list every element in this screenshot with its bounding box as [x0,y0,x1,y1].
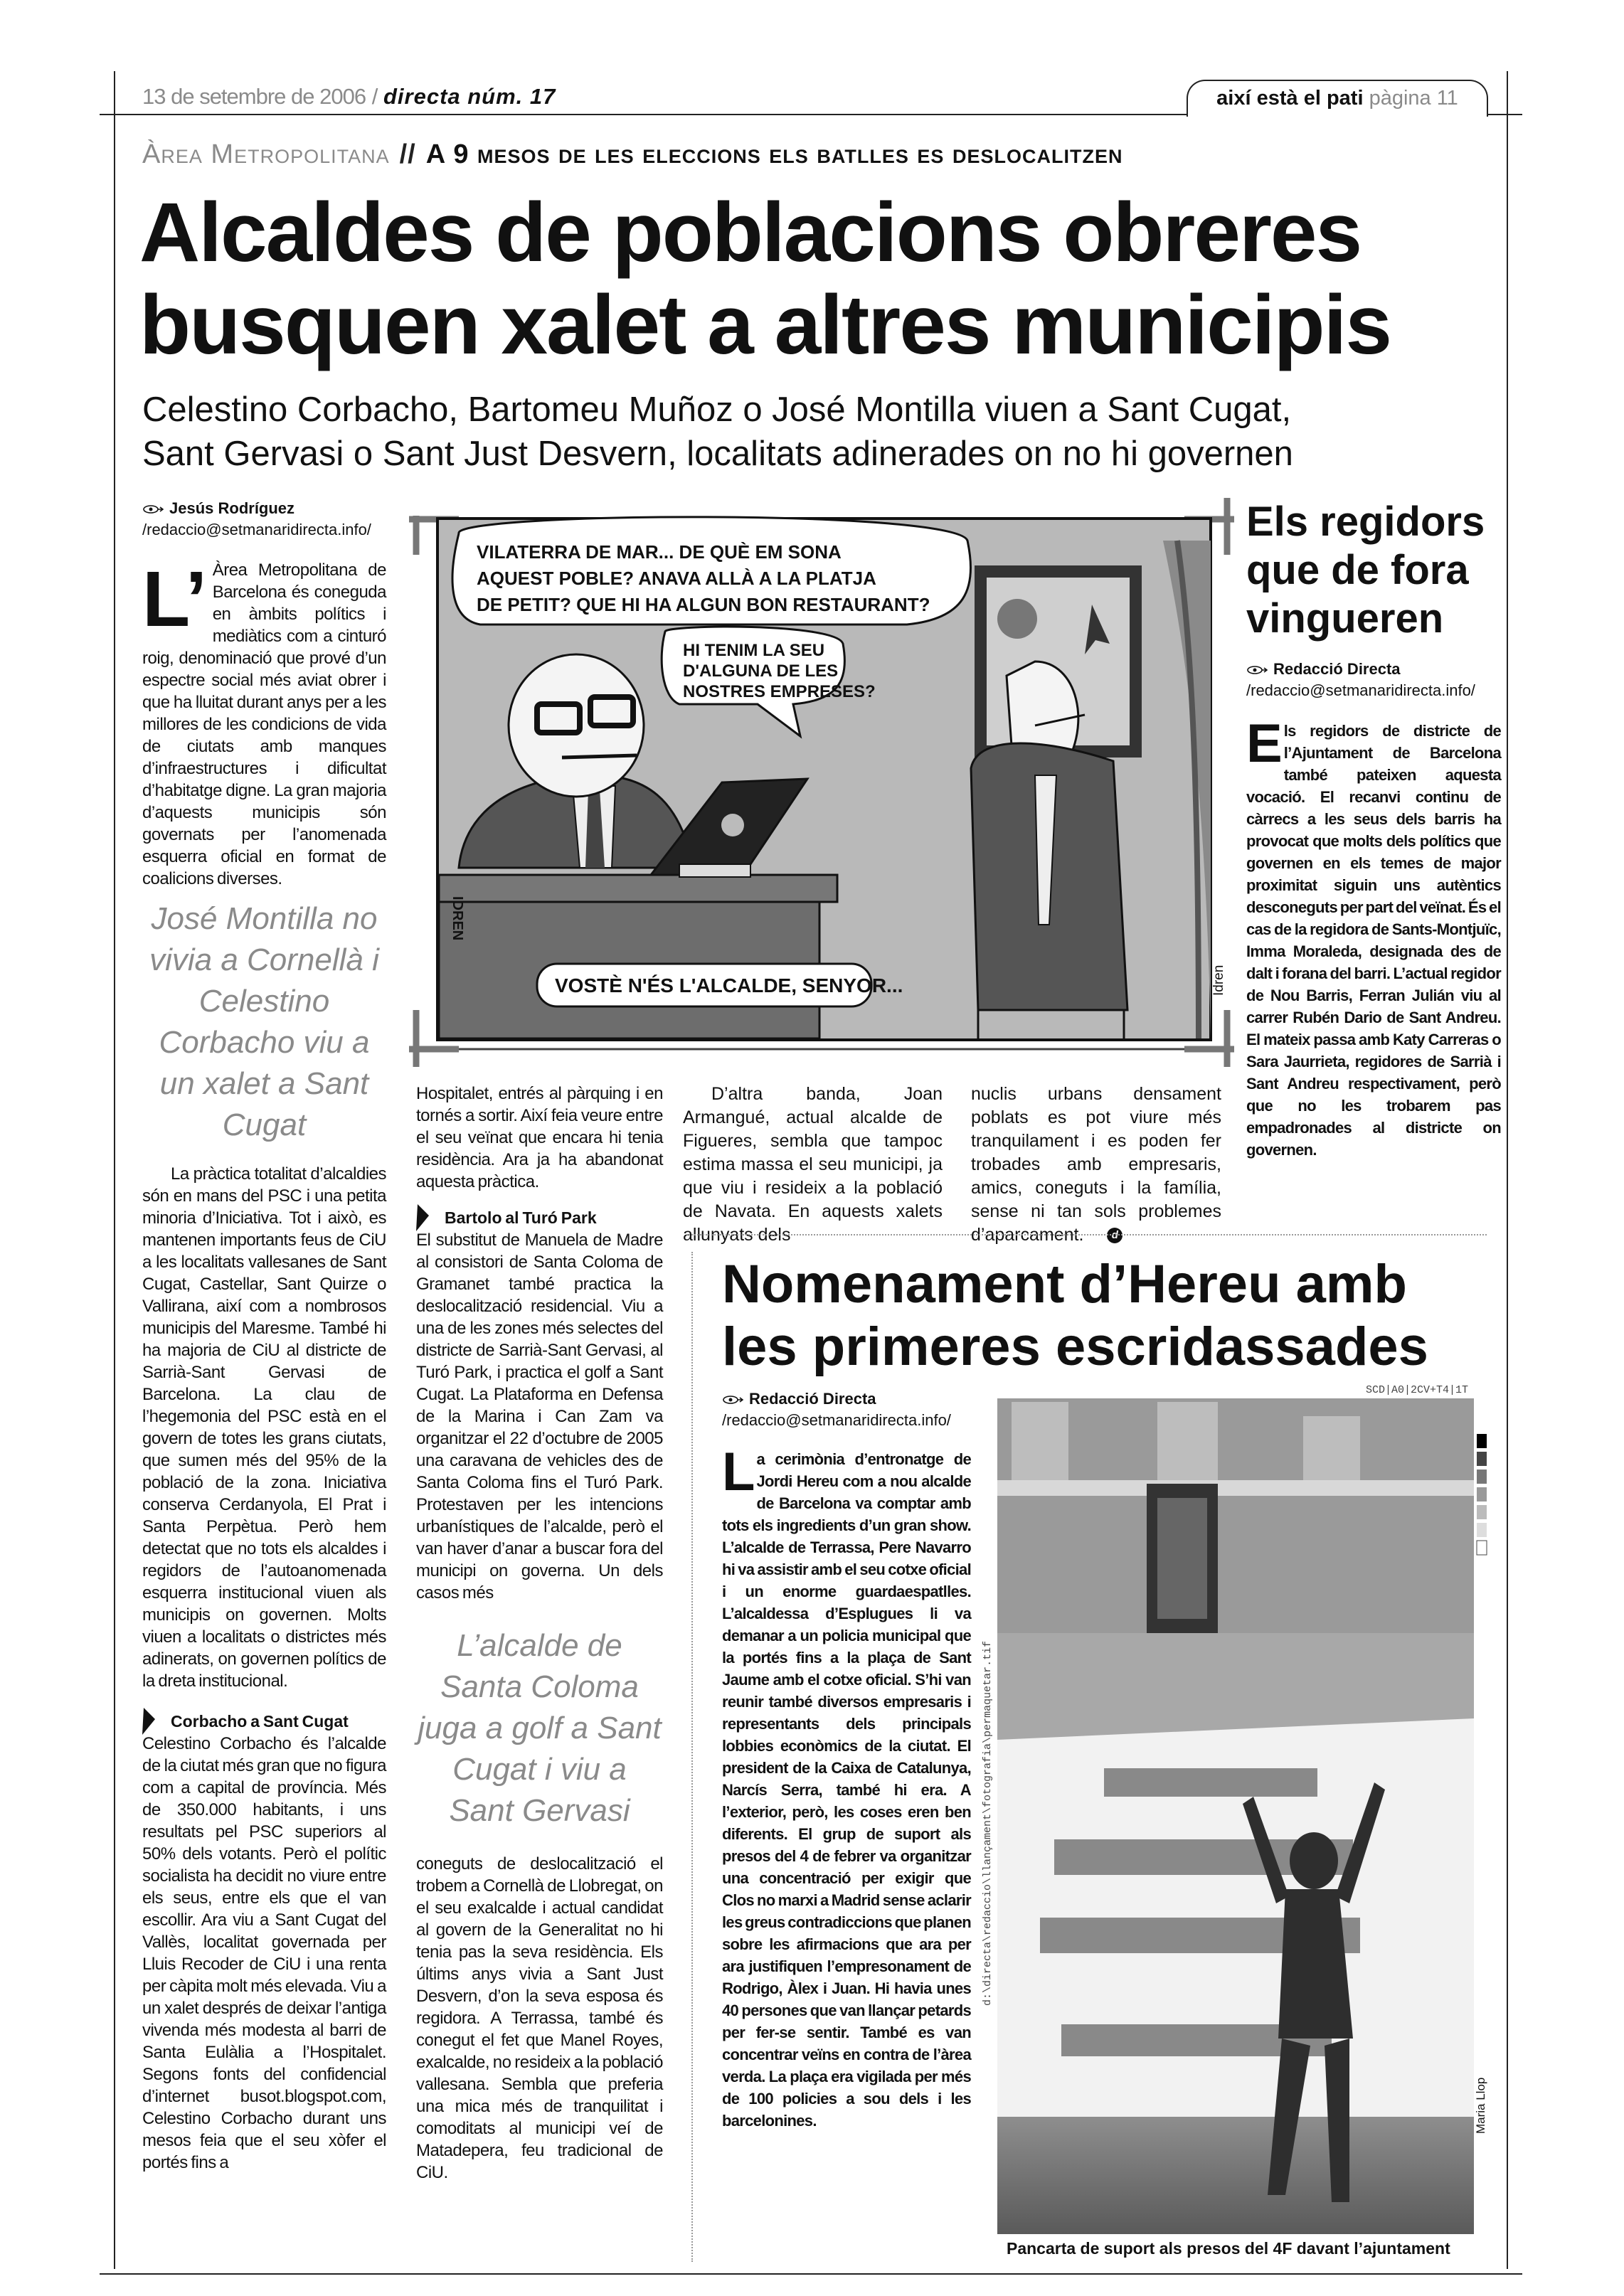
pull-quote: L’alcalde de Santa Coloma juga a golf a Sant Cugat i viu a Sant Gervasi [418,1628,662,1828]
triangle-marker-icon [142,1708,156,1735]
second-article-column [722,1388,971,2132]
body-paragraph: La pràctica totalitat d’alcaldies són en mans del PSC i una petita minoria d’Iniciativa. Tot i això, es mantenen importants feus de CiU a les localitats vallesanes de Sant Cugat, Castellar, Sant Quirze o Vallirana, així com a nombrosos municipis del Maresme. També hi ha majoria de CiU al districte de Sarrià-Sant Gervasi de Barcelona. La clau de l’hegemonia del PSC està en el govern de totes les grans ciutats, que sumen més del 95% de la població de la zona. Iniciativa conserva Cerdanyola, El Prat i Santa Perpètua. Però hem detectat que no tots els alcaldes i regidors de l’autoanomenada esquerra institucional viuen als municipis on governen. Molts viuen a localitats o districtes més adinerats, on governen polítics de la dreta institucional. [142,1164,386,1691]
main-subheadline [142,388,1293,476]
body-paragraph: Hospitalet, entrés al pàrquing i en tornés a sortir. Així feia veure entre el seu veïnat que encara hi tenia residència. Ara ja ha abandonat aquesta pràctica. [416,1084,663,1191]
bubble-3-text: VOSTÈ N'ÉS L'ALCALDE, SENYOR... [555,974,903,996]
kicker-topic: A 9 mesos de les eleccions els batlles es deslocalitzen [425,139,1123,169]
body-paragraph: coneguts de deslocalització el trobem a Cornellà de Llobregat, on el seu exalcalde i actual candidat al govern de la Generalitat no hi tenia pas la seva residència. Els últims anys vivia a Sant Just Desvern, d’on la seva esposa és regidora. A Terrassa, també és conegut el fet que Manel Royes, exalcalde, no resideix a la població vallesana. Sembla que preferia una mica més de tranquilitat i comoditats al municipi veí de Matadepera, feu tradicional de CiU. [416,1854,663,2182]
body-paragraph [971,1083,1221,1247]
byline [142,498,386,541]
headline-line: busquen xalet a altres municipis [139,278,1391,372]
running-header [142,84,556,110]
byline [1246,659,1501,701]
body-text: a cerimònia d’entronatge de Jordi Hereu com a nou alcalde de Barcelona va comptar amb tots els ingredients d’un gran show. L’alcalde de Terrassa, Pere Navarro hi va assistir amb el seu cotxe oficial i un enorme guardaespatlles. L’alcaldessa d’Esplugues li va demanar a un policia municipal que la portés fins a la plaça de Sant Jaume amb el cotxe oficial. S’hi van reunir també diversos empresaris i representants dels principals lobbies econòmics de la ciutat. El president de la Caixa de Catalunya, Narcís Serra, també hi era. A l’exterior, però, les coses eren ben diferents. El grup de suport als presos del 4 de febrer va organitzar una concentració per exigir que Clos no marxi a Madrid sense aclarir les greus contradiccions que planen sobre les afirmacions que ara per ara justifiquen l’empresonament de Rodrigo, Àlex i Juan. Hi havia unes 40 persones que van llançar petards per fer-se sentir. També es van concentrar veïns en contra de l’àrea verda. La plaça era vigilada per més de 100 policies a sou dels i les barcelonines. [722,1450,971,2130]
byline-pointer-icon [1246,665,1268,675]
author-email: /redaccio@setmanaridirecta.info/ [142,521,371,538]
article-column-4 [971,1083,1221,1247]
sidebar-title [1246,498,1501,643]
author-email: /redaccio@setmanaridirecta.info/ [722,1411,951,1429]
cartoon-signature: IDREN [450,896,465,941]
pull-quote: José Montilla no vivia a Cornellà i Celestino Corbacho viu a un xalet a Sant Cugat [149,901,379,1142]
subtitle-text: Bartolo al Turó Park [445,1208,597,1227]
page-number: pàgina 11 [1369,87,1458,110]
author-email: /redaccio@setmanaridirecta.info/ [1246,681,1475,699]
sidebar-title-line: Els regidors [1246,499,1485,545]
bubble-1-line: DE PETIT? QUE HI HA ALGUN BON RESTAURANT? [477,594,930,615]
section-subtitle [142,1711,386,1733]
headline-line: les primeres escridassades [722,1317,1428,1377]
drop-cap: L’ [142,556,207,643]
body-paragraph: El substitut de Manuela de Madre al consistori de Santa Coloma de Gramanet també practica la deslocalització residencial. Viu a una de les zones més selectes del districte de Sarrià-Sant Gervasi, al Turó Park, i practica el golf a Sant Cugat. La Plataforma en Defensa de la Marina i Can Zam va organitzar el 22 d’octubre de 2005 una caravana de vehicles des de Santa Coloma fins el Turó Park. Protestaven per les intencions urbanístiques de l’alcalde, però el van haver d’anar a buscar fora del municipi on governa. Un dels casos més [416,1231,663,1603]
article-column-2 [416,1083,663,2184]
drop-cap: E [1246,713,1283,774]
header-separator: / [371,84,378,109]
triangle-marker-icon [416,1204,430,1231]
end-mark-icon: d [1107,1228,1123,1243]
section-kicker [142,139,1123,170]
body-paragraph: Celestino Corbacho és l’alcalde de la ciutat més gran que no figura com a capital de província. Més de 350.000 habitants, i uns resultats pel PSC superiors al 50% dels votants. Però el polític socialista ha decidit no viure entre els seus, entre els que el van escollir. Ara viu a Sant Cugat del Vallès, localitat governada per Lluis Recoder de CiU i una renta per càpita molt més elevada. Viu a un xalet després de deixar l’antiga vivenda més modesta al barri de Santa Eulàlia a l’Hospitalet. Segons fonts del confidencial d’internet busot.blogspot.com, Celestino Corbacho durant uns mesos feia que el seu xòfer el portés fins a [142,1734,386,2172]
kicker-section: Àrea Metropolitana [142,139,390,169]
subheadline-line: Sant Gervasi o Sant Just Desvern, localitats adinerades on no hi governen [142,435,1293,473]
dotted-separator [691,1252,693,2262]
dotted-separator [686,1234,1487,1235]
article-column-1 [142,498,386,2174]
body-paragraph: D’altra banda, Joan Armangué, actual alcalde de Figueres, sembla que tampoc estima massa el seu municipi, ja que viu i resideix a la població de Navata. En aquests xalets allunyats dels [683,1084,943,1245]
photo-credit: Maria Llop [1474,2077,1487,2134]
section-name: així està el pati [1216,87,1364,110]
subtitle-text: Corbacho a Sant Cugat [171,1712,349,1731]
issue-date: 13 de setembre de 2006 [142,84,366,109]
photo-svg [997,1398,1488,2234]
bubble-2-line: NOSTRES EMPRESES? [683,682,876,701]
section-tab [1187,80,1488,117]
headline-line: Alcaldes de poblacions obreres [139,186,1362,280]
byline [722,1388,971,1431]
sidebar-title-line: que de fora [1246,547,1469,593]
author-name: Jesús Rodríguez [169,499,295,517]
photo-caption: Pancarta de suport als presos del 4F davant l’ajuntament [1007,2239,1450,2258]
photo-slug: SCD|A0|2CV+T4|1T [1366,1384,1469,1396]
grayscale-swatches [1477,1434,1487,1555]
drop-cap: L [722,1442,755,1502]
bubble-1-line: AQUEST POBLE? ANAVA ALLÀ A LA PLATJA [477,568,876,589]
page-right-rule [1507,71,1508,2269]
subheadline-line: Celestino Corbacho, Bartomeu Muñoz o José Montilla viuen a Sant Cugat, [142,390,1292,429]
second-headline [722,1253,1428,1378]
cartoon-credit: Idren [1211,964,1226,996]
desk-top [439,875,837,902]
kicker-separator: // [399,139,416,169]
footer-rule [100,2273,1522,2275]
section-subtitle [416,1207,663,1229]
sidebar-article [1246,498,1501,1161]
sidebar-title-line: vingueren [1246,595,1444,642]
body-text: nuclis urbans densament poblats es pot viure més tranquilament i es poden fer trobades amb empresaris, amics, coneguts i la família, sense ni tan sols problemes d’aparcament. [971,1084,1221,1245]
article-column-3 [683,1083,943,1247]
author-name: Redacció Directa [749,1390,876,1408]
lead-text: Àrea Metropolitana de Barcelona és coneguda en àmbits polítics i mediàtics com a cinturó roig, denominació que prové d’un espectre social més aviat obrer i que ha lluitat durant anys per a les millores de les condicions de vida de ciutats amb manques d’infraestructures i dificultat d’habitatge digne. La gran majoria d’aquests municipis són governats per l’anomenada esquerra oficial en format de coalicions diverses. [142,560,386,888]
issue-number: directa núm. 17 [383,84,556,109]
headline-line: Nomenament d’Hereu amb [722,1254,1407,1314]
photo-file-path: d:\directa\redaccio\llançament\fotografia\permaquetar.tif [982,1640,994,2006]
second-article-body [722,1442,971,2132]
main-headline [139,186,1391,371]
protest-photo [997,1398,1488,2234]
lead-paragraph [142,556,386,890]
bubble-1-line: VILATERRA DE MAR... DE QUÈ EM SONA [477,541,842,563]
byline-pointer-icon [142,504,164,514]
cartoon-svg [409,498,1234,1067]
sidebar-body [1246,713,1501,1161]
bubble-2-line: D'ALGUNA DE LES [683,661,839,681]
bubble-2-line: HI TENIM LA SEU [683,641,825,660]
cartoon-illustration [409,498,1234,1067]
page-left-rule [114,71,115,2269]
author-name: Redacció Directa [1273,660,1401,678]
sidebar-body-text: ls regidors de districte de l’Ajuntament de Barcelona també pateixen aquesta vocació. El recanvi continu de càrrecs a les seus dels barris ha provocat que molts dels polítics que governen en els temes de major proximitat siguin uns autèntics desconeguts per part del veïnat. És el cas de la regidora de Sants-Montjuïc, Imma Moraleda, designada des de dalt i forana del barri. L’actual regidor de Nou Barris, Ferran Julián viu al carrer Rubén Dario de Sant Andreu. El mateix passa amb Katy Carreras o Sara Jaurrieta, regidores de Sarrià i Sant Andreu respectivament, però que no les trobarem pas empadronades al districte on governen. [1246,722,1501,1159]
byline-pointer-icon [722,1395,743,1405]
